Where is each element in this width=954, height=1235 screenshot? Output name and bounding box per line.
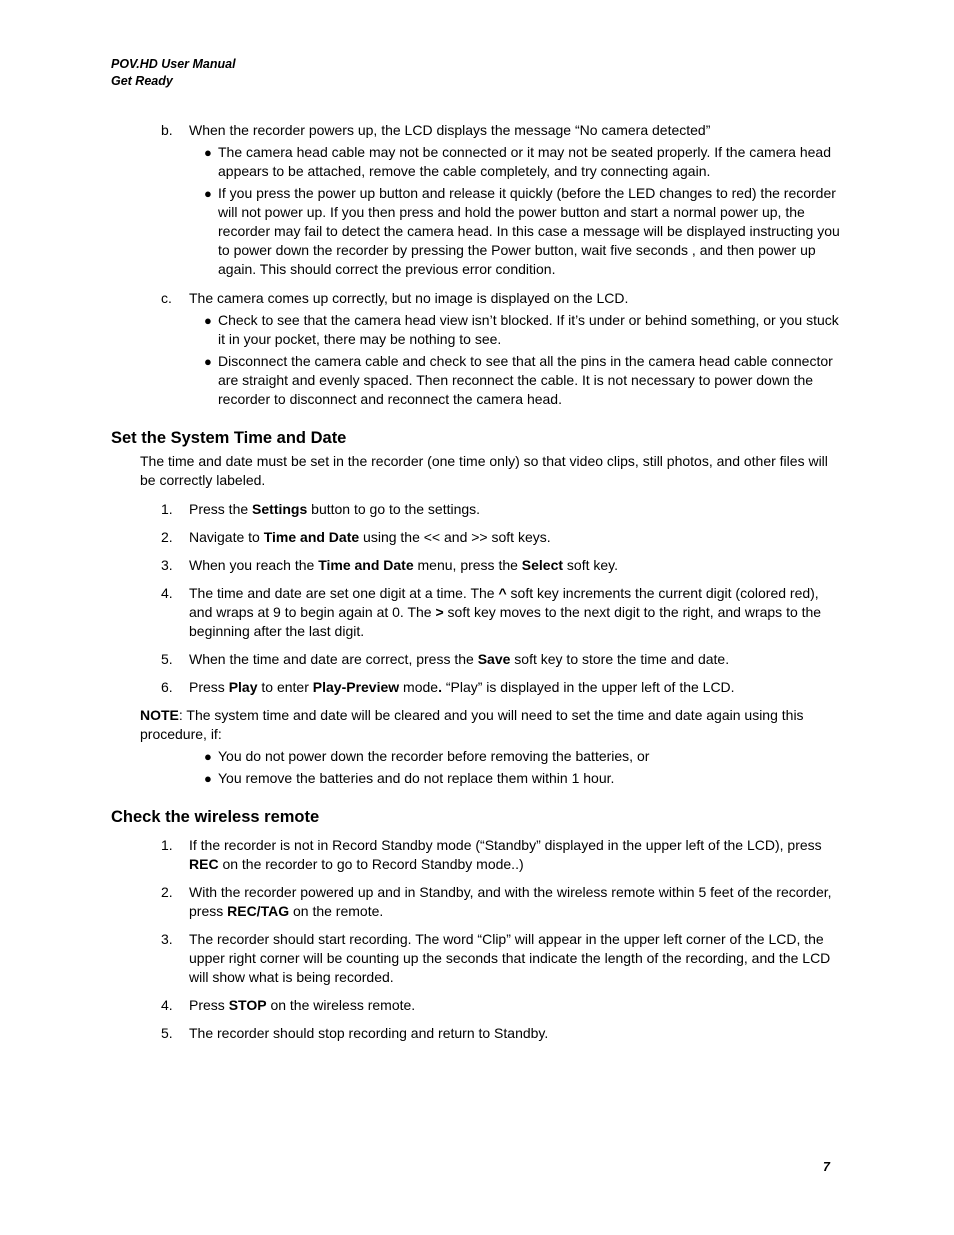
page-content xyxy=(0,121,954,1043)
bullet-text: Disconnect the camera cable and check to see that all the pins in the camera head cable connector are straight and evenly spaced. Then reconnect the cable. It is not necessary to power down the recorder to disconnect and reconnect the camera head. xyxy=(218,353,833,407)
bullet-text: If you press the power up button and release it quickly (before the LED changes to red) the recorder will not power up. If you then press and hold the power button and start a normal power up, the recorder may fail to detect the camera head. In this case a message will be displayed instructing you to power down the recorder by pressing the Power button, wait five seconds , and then power up again. This should correct the previous error condition. xyxy=(218,185,840,277)
step-number: 4. xyxy=(161,997,173,1013)
bullet-item xyxy=(0,311,954,349)
bullet-text: You remove the batteries and do not replace them within 1 hour. xyxy=(218,770,615,786)
bullet-icon: ● xyxy=(204,186,212,201)
header-subtitle: Get Ready xyxy=(111,74,173,88)
note-text: : The system time and date will be cleared and you will need to set the time and date again using this procedure, if: xyxy=(140,707,804,742)
step-number: 5. xyxy=(161,1025,173,1041)
step-number: 1. xyxy=(161,837,173,853)
remote-step: 3. The recorder should start recording. The word “Clip” will appear in the upper left corner of the LCD, the upper right corner will be counting up the seconds that indicate the length of the recording, and the LCD will show what is being recorded. xyxy=(161,931,831,985)
bullet-item xyxy=(0,143,954,181)
step-number: 1. xyxy=(161,501,173,517)
list-item-text: The camera comes up correctly, but no image is displayed on the LCD. xyxy=(189,290,629,306)
time-step: 4. The time and date are set one digit at a time. The ^ soft key increments the current digit (colored red), and wraps at 9 to begin again at 0. The > soft key moves to the next digit to the right, and wraps to the beginning after the last digit. xyxy=(161,585,822,639)
bullet-text: You do not power down the recorder before removing the batteries, or xyxy=(218,748,650,764)
time-intro: The time and date must be set in the recorder (one time only) so that video clips, still photos, and other files will be correctly labeled. xyxy=(140,453,828,488)
bullet-item xyxy=(0,769,954,788)
step-number: 3. xyxy=(161,931,173,947)
list-marker: b. xyxy=(161,122,173,138)
time-step: 6. Press Play to enter Play-Preview mode. “Play” is displayed in the upper left of the LCD. xyxy=(161,679,735,695)
step-number: 4. xyxy=(161,585,173,601)
bullet-icon: ● xyxy=(204,145,212,160)
list-marker: c. xyxy=(161,290,172,306)
header-title: POV.HD User Manual xyxy=(111,57,236,71)
bullet-icon: ● xyxy=(204,354,212,369)
note-label: NOTE xyxy=(140,707,179,723)
time-step: 1. Press the Settings button to go to the settings. xyxy=(161,501,481,517)
time-step: 2. Navigate to Time and Date using the << and >> soft keys. xyxy=(161,529,551,545)
bullet-text: Check to see that the camera head view isn’t blocked. If it’s under or behind something, or you stuck it in your pocket, there may be nothing to see. xyxy=(218,312,839,347)
bullet-icon: ● xyxy=(204,771,212,786)
page-number: 7 xyxy=(823,1160,830,1174)
step-number: 2. xyxy=(161,529,173,545)
time-step: 5. When the time and date are correct, press the Save soft key to store the time and date. xyxy=(161,651,730,667)
remote-step: 2. With the recorder powered up and in Standby, and with the wireless remote within 5 feet of the recorder, press REC/TAG on the remote. xyxy=(161,884,832,919)
bullet-item xyxy=(0,352,954,409)
list-item-text: When the recorder powers up, the LCD displays the message “No camera detected” xyxy=(189,122,711,138)
section-heading-time: Set the System Time and Date xyxy=(111,429,347,447)
section-heading-remote: Check the wireless remote xyxy=(111,808,320,826)
list-item-b xyxy=(0,121,954,140)
bullet-item xyxy=(0,747,954,766)
bullet-text: The camera head cable may not be connected or it may not be seated properly. If the camera head appears to be attached, remove the cable completely, and try connecting again. xyxy=(218,144,831,179)
note-paragraph xyxy=(0,706,954,744)
remote-step: 1. If the recorder is not in Record Standby mode (“Standby” displayed in the upper left of the LCD), press REC on the recorder to go to Record Standby mode..) xyxy=(161,837,822,872)
step-number: 3. xyxy=(161,557,173,573)
step-number: 6. xyxy=(161,679,173,695)
step-number: 2. xyxy=(161,884,173,900)
bullet-icon: ● xyxy=(204,749,212,764)
time-step: 3. When you reach the Time and Date menu, press the Select soft key. xyxy=(161,557,619,573)
remote-step: 4. Press STOP on the wireless remote. xyxy=(161,997,416,1013)
bullet-icon: ● xyxy=(204,313,212,328)
list-item-c xyxy=(0,289,954,308)
bullet-item xyxy=(0,184,954,279)
remote-step: 5. The recorder should stop recording and return to Standby. xyxy=(161,1025,549,1041)
step-number: 5. xyxy=(161,651,173,667)
